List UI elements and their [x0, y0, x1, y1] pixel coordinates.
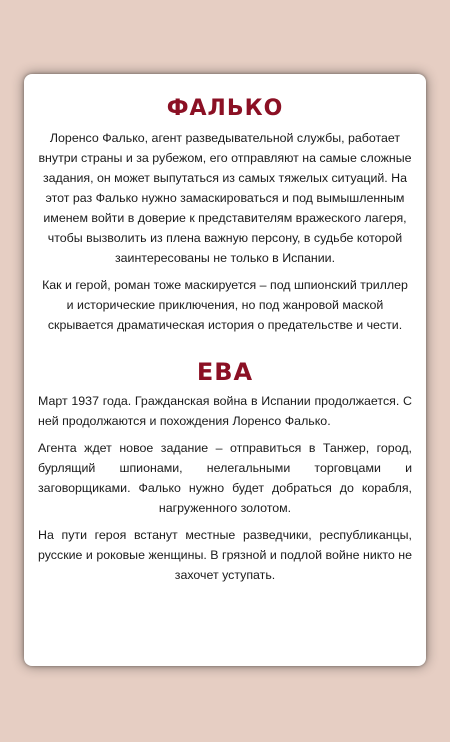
section-title-eva: ЕВА	[196, 358, 254, 386]
card-content	[38, 96, 412, 592]
section-eva-paragraph-2: Агента ждет новое задание – отправиться в Танжер, город, бурлящий шпионами, нелегальными торговцами и заговорщиками. Фалько нужно будет добраться до корабля, нагруженного золотом.	[38, 441, 412, 515]
section-eva	[38, 357, 412, 585]
section-title-falco: ФАЛЬКО	[166, 96, 284, 121]
section-eva-paragraph-3: На пути героя встанут местные разведчики, республиканцы, русские и роковые женщины. В грязной и подлой войне никто не захочет уступать.	[38, 528, 412, 582]
section-falco-paragraph-2: Как и герой, роман тоже маскируется – под шпионский триллер и исторические приключения, но под жанровой маской скрывается драматическая история о предательстве и чести.	[42, 278, 408, 332]
annotation-card	[24, 74, 426, 666]
section-eva-paragraph-1: Март 1937 года. Гражданская война в Испании продолжается. С ней продолжаются и похождения Лоренсо Фалько.	[38, 394, 412, 428]
section-falco-paragraph-1: Лоренсо Фалько, агент разведывательной службы, работает внутри страны и за рубежом, его отправляют на самые сложные задания, он может выпутаться из самых тяжелых ситуаций. На этот раз Фалько нужно замаскироваться и под вымышленным именем войти в доверие к представителям вражеского лагеря, чтобы вызволить из плена важную персону, в судьбе которой заинтересованы не только в Испании.	[38, 131, 412, 265]
section-falco	[38, 96, 412, 335]
